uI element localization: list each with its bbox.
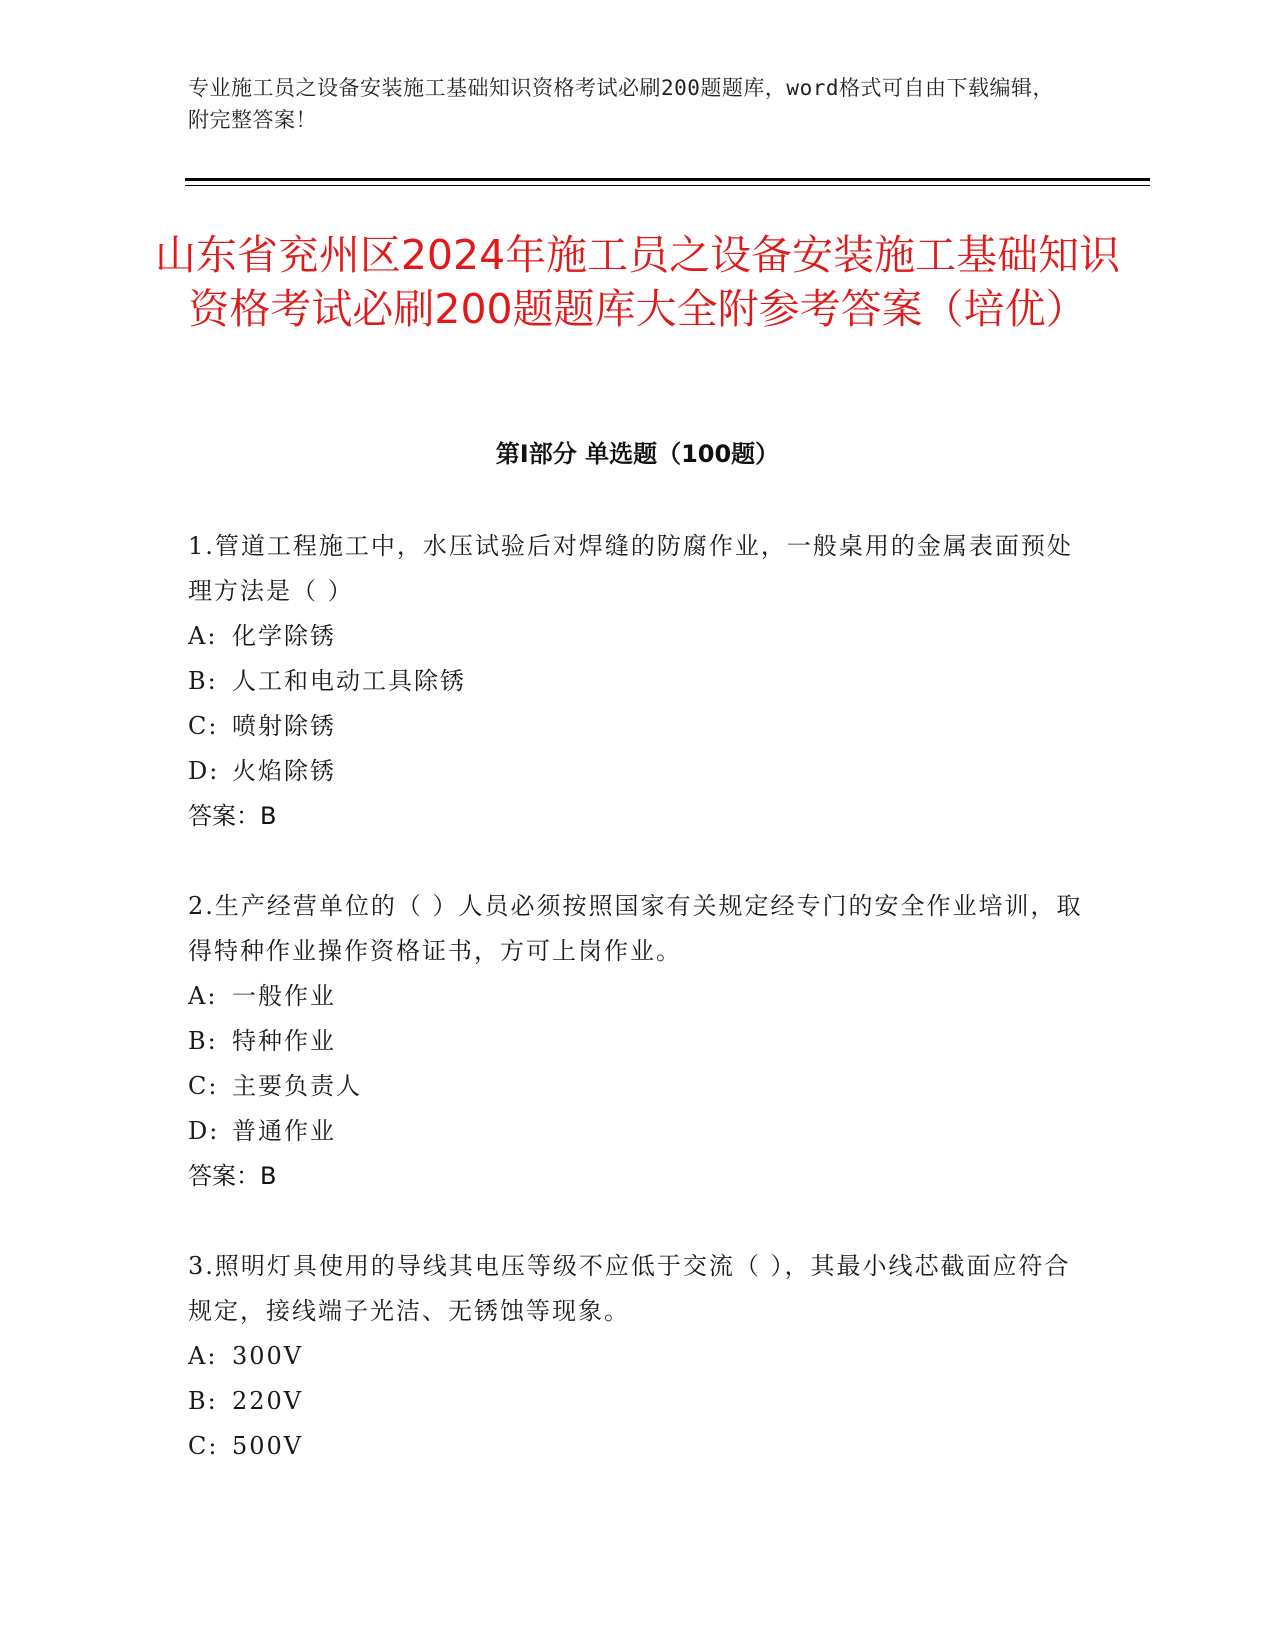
option-text: 220V: [232, 1387, 304, 1415]
question-spacer: [188, 1199, 1088, 1244]
question-text: 1.管道工程施工中，水压试验后对焊缝的防腐作业，一般桌用的金属表面预处理方法是（ ）: [188, 532, 1073, 605]
question-1: [188, 524, 1088, 839]
option-c: [188, 1064, 1088, 1109]
option-text: 500V: [232, 1432, 304, 1460]
option-letter: C:: [188, 1072, 219, 1100]
option-b: [188, 659, 1088, 704]
option-letter: A:: [188, 1342, 218, 1370]
document-title: 山东省兖州区2024年施工员之设备安装施工基础知识资格考试必刷200题题库大全附参考答案（培优）: [154, 231, 1121, 333]
option-text: 人工和电动工具除锈: [232, 667, 466, 695]
option-text: 一般作业: [232, 982, 336, 1010]
option-text: 喷射除锈: [232, 712, 336, 740]
option-text: 300V: [232, 1342, 304, 1370]
option-a: [188, 1334, 1088, 1379]
option-b: [188, 1019, 1088, 1064]
header-rule-thin: [185, 185, 1150, 186]
option-letter: D:: [188, 1117, 220, 1145]
option-c: [188, 704, 1088, 749]
option-letter: D:: [188, 757, 220, 785]
header-rule-thick: [185, 178, 1150, 181]
header-note: 专业施工员之设备安装施工基础知识资格考试必刷200题题库，word格式可自由下载编辑，附完整答案！: [188, 76, 1054, 132]
section-title: 第Ⅰ部分 单选题（100题）: [495, 440, 780, 468]
question-text: 3.照明灯具使用的导线其电压等级不应低于交流（ ），其最小线芯截面应符合规定，接线端子光洁、无锈蚀等现象。: [188, 1252, 1071, 1325]
option-letter: A:: [188, 982, 218, 1010]
option-text: 普通作业: [232, 1117, 336, 1145]
option-text: 主要负责人: [232, 1072, 362, 1100]
answer-value: B: [260, 802, 277, 830]
answer-label: 答案：: [188, 802, 260, 830]
answer-value: B: [260, 1162, 277, 1190]
option-d: [188, 1109, 1088, 1154]
answer-line: [188, 794, 1088, 839]
option-letter: B:: [188, 667, 218, 695]
option-b: [188, 1379, 1088, 1424]
option-letter: A:: [188, 622, 218, 650]
option-letter: B:: [188, 1387, 218, 1415]
option-a: [188, 974, 1088, 1019]
option-d: [188, 749, 1088, 794]
option-a: [188, 614, 1088, 659]
option-text: 火焰除锈: [232, 757, 336, 785]
question-2: [188, 884, 1088, 1199]
question-3: [188, 1244, 1088, 1469]
answer-label: 答案：: [188, 1162, 260, 1190]
question-spacer: [188, 839, 1088, 884]
option-text: 化学除锈: [232, 622, 336, 650]
answer-line: [188, 1154, 1088, 1199]
question-list: [188, 524, 1088, 1469]
question-text: 2.生产经营单位的（ ）人员必须按照国家有关规定经专门的安全作业培训，取得特种作业操作资格证书，方可上岗作业。: [188, 892, 1083, 965]
option-c: [188, 1424, 1088, 1469]
option-letter: B:: [188, 1027, 218, 1055]
option-text: 特种作业: [232, 1027, 336, 1055]
option-letter: C:: [188, 1432, 219, 1460]
option-letter: C:: [188, 712, 219, 740]
